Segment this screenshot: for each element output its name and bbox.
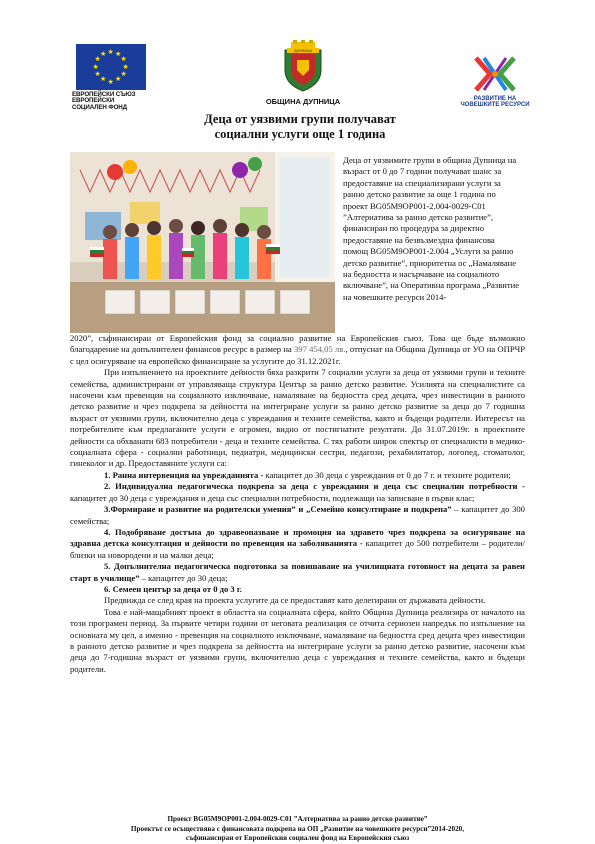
footer-line: съфинансиран от Европейския социален фонд на Европейския съюз bbox=[185, 834, 410, 843]
children-group-photo bbox=[70, 152, 335, 333]
service-title: 4. Подобряване достъпа до здравеопазване и промоция на здравето чрез подкрепа за осигуряване на здравна детска консултация и дейности по превенция на заболяванията - bbox=[70, 526, 525, 549]
service-text: капацитет до 30 деца с увреждания от 0 до 7 г. и техните родители; bbox=[263, 469, 511, 480]
project-footer bbox=[70, 815, 525, 844]
service-title: 6. Семеен център за деца от 0 до 3 г. bbox=[104, 583, 242, 594]
intro-side-text bbox=[343, 155, 521, 303]
crest-label: ДУПНИЦА bbox=[293, 49, 313, 53]
service-text: – капацитет до 30 деца; bbox=[139, 572, 228, 583]
municipality-name: ОБЩИНА ДУПНИЦА bbox=[265, 97, 341, 106]
eu-star-icon: ★ bbox=[122, 62, 129, 71]
title-line: социални услуги още 1 година bbox=[214, 126, 386, 141]
service-item bbox=[70, 481, 525, 504]
eu-caption-line: ЕВРОПЕЙСКИ СЪЮЗ bbox=[72, 91, 136, 98]
intro-continuation bbox=[70, 333, 525, 367]
hr-caption-line: ЧОВЕШКИТЕ РЕСУРСИ bbox=[460, 102, 530, 109]
service-title: 2. Индивидуална педагогическа подкрепа за деца с увреждания и деца със специални потребности - bbox=[104, 481, 525, 492]
eu-star-icon: ★ bbox=[120, 70, 127, 78]
eu-star-icon: ★ bbox=[120, 55, 127, 63]
intro-cont-b: , отпуснат на Община Дупница от УО на ОПРЧР с цел осигуряване на европейско финансиране за услугите до 31.12.2021г. bbox=[70, 344, 525, 366]
funding-amount: 397 454,05 лв. bbox=[293, 344, 346, 355]
eu-star-icon: ★ bbox=[107, 47, 114, 56]
intro-paragraph: Деца от уязвимите групи в община Дупница на възраст от 0 до 7 години получават шанс за предоставяне на специализирани услуги за ранно детско развитие за още 1 година по проект BG05M9OP001-2.004-0029-C01 ”Алтернатива за ранно детско развитие”, финансиран по процедура за директно предоставяне на безвъзмездна финансова помощ BG05M9OP001-2.004 „Услуги за ранно детско развитие”, приоритетна ос „Намаляване на бедността и насърчаване на социалното включване”, на Оперативна програма „Развитие на човешките ресурси 2014- bbox=[343, 155, 520, 302]
title-line: Деца от уязвими групи получават bbox=[204, 112, 396, 126]
article-title bbox=[150, 112, 450, 141]
service-item bbox=[70, 584, 525, 595]
eu-flag-logo bbox=[76, 44, 146, 90]
eu-caption-line: СОЦИАЛЕН ФОНД bbox=[72, 103, 127, 111]
eu-star-icon: ★ bbox=[100, 49, 107, 58]
service-item bbox=[70, 561, 525, 584]
eu-star-icon: ★ bbox=[115, 49, 122, 58]
service-text: – капацитет до 300 семейства; bbox=[70, 504, 525, 526]
eu-caption bbox=[72, 92, 172, 111]
footer-line: Проект BG05M9OP001-2.004-0029-C01 ”Алтернатива за ранно детско развитие” bbox=[167, 815, 428, 823]
service-text: капацитет до 30 деца с увреждания и деца със специални потребности, подлежащи на записване в първи клас; bbox=[70, 492, 475, 503]
service-item bbox=[70, 470, 525, 481]
eu-star-icon: ★ bbox=[115, 75, 122, 84]
eu-caption-line: ЕВРОПЕЙСКИ bbox=[72, 97, 115, 105]
dupnitsa-crest-logo bbox=[279, 40, 327, 92]
service-title: 3.Формиране и развитие на родителски умения” и „Семейно консултиране и подкрепа” bbox=[104, 504, 452, 515]
paragraph-services-intro: При изпълнението на проектните дейности бяха разкрити 7 социални услуги за деца от уязвими групи и техните семейства, администрирани от управляваща структура Център за ранно детско развитие. Усилията на специалистите са насочени към превенция на социалното изключване, намаляване на бедността сред децата, чрез инвестиции в ранното детско развитие и чрез подкрепа за дейността на интегриране услуги за ранно детско развитие за деца до 7 годишна възраст от уязвими групи, включително деца с увреждания и техните семейства, както и бъдещи родители. Интересът на потребителите към предлаганите услуги е огромен, видно от постигнатите резултати. До 31.07.2019г. в проектните дейности са обхванати 683 потребители - деца и техните семейства. С тях работи широк спектър от специалисти в медико-социалната сфера - социални работници, педиатри, медицински сестри, педагози, рехабилитатор, логопед, стоматолог, гинеколог и др. Предоставяните услуги са: bbox=[70, 367, 525, 469]
hr-caption bbox=[445, 96, 545, 109]
intro-cont-a: 2020”, съфинансиран от Европейския фонд за социално развитие на Европейския съюз. Това ще бъде възможно благодарение на допълнителен финансов ресурс в размер на bbox=[70, 333, 525, 355]
eu-star-icon: ★ bbox=[94, 55, 101, 63]
eu-star-icon: ★ bbox=[107, 77, 114, 86]
paragraph-largest-project: Това е най-мащабният проект в областта на социалната сфера, който Община Дупница реализира от началото на този програмен период. За първите четири години от неговата реализация се отчита сериозен напредък по изпълнение на основната му цел, а именно - превенция на социалното изключване, намаляване на бедността сред децата чрез инвестиции в ранното детско развитие и чрез подкрепа за дейността на интегриране услуги за ранно детско развитие, насочени към деца до 7-годишна възраст от уязвими групи, включително деца с увреждания и техните семейства, както и бъдещи родители. bbox=[70, 606, 525, 674]
service-title: 1. Ранна интервенция на уврежданията - bbox=[104, 469, 264, 480]
eu-star-icon: ★ bbox=[92, 62, 99, 71]
service-item bbox=[70, 527, 525, 561]
eu-star-icon: ★ bbox=[100, 75, 107, 84]
paragraph-delegated: Предвижда се след края на проекта услугите да се предоставят като делегирани от държавата дейности. bbox=[104, 595, 486, 606]
service-text: капацитет до 500 потребители – родители/близки на новородени и на малки деца; bbox=[70, 538, 525, 560]
hr-development-logo bbox=[470, 54, 520, 94]
service-title: 5. Допълнителна педагогическа подготовка за повишаване на училищната готовност на децата за равен старт в училище” bbox=[70, 561, 525, 583]
service-item bbox=[70, 504, 525, 527]
footer-line: Проектът се осъществява с финансовата подкрепа на ОП „Развитие на човешките ресурси”2014-2020, bbox=[130, 824, 465, 833]
eu-star-icon: ★ bbox=[94, 70, 101, 78]
article-body bbox=[70, 333, 525, 675]
hr-caption-line: РАЗВИТИЕ НА bbox=[473, 96, 517, 102]
